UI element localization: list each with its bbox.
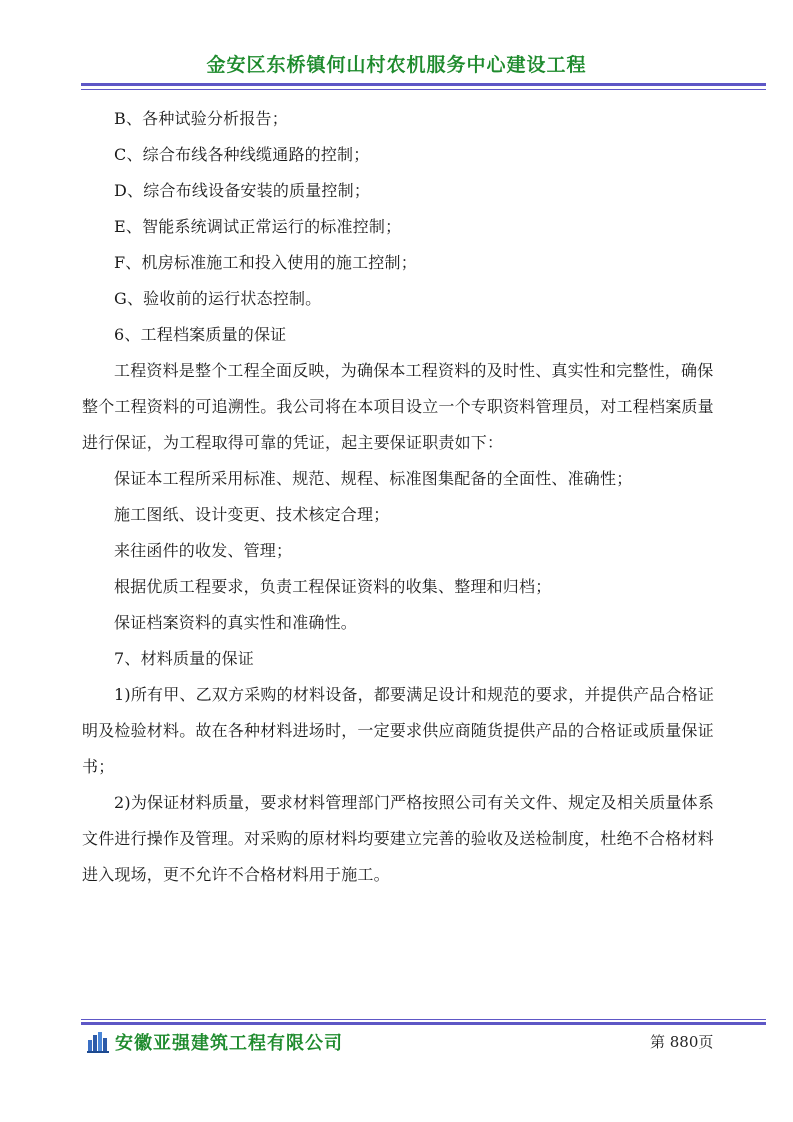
paragraph: 2)为保证材料质量，要求材料管理部门严格按照公司有关文件、规定及相关质量体系文件进行操作及管理。对采购的原材料均要建立完善的验收及送检制度，杜绝不合格材料进入现场，更不允许不合格材料用于施工。 — [82, 793, 715, 884]
paragraph: B、各种试验分析报告； — [114, 109, 288, 128]
paragraph: 保证本工程所采用标准、规范、规程、标准图集配备的全面性、准确性； — [114, 469, 633, 488]
paragraph: F、机房标准施工和投入使用的施工控制； — [114, 253, 417, 272]
paragraph: E、智能系统调试正常运行的标准控制； — [114, 217, 402, 236]
paragraph: G、验收前的运行状态控制。 — [114, 289, 322, 308]
footer-company — [87, 1029, 343, 1055]
header-rule-thick — [81, 83, 766, 86]
paragraph: 1)所有甲、乙双方采购的材料设备，都要满足设计和规范的要求，并提供产品合格证明及检验材料。故在各种材料进场时，一定要求供应商随货提供产品的合格证或质量保证书； — [82, 685, 715, 776]
paragraph: C、综合布线各种线缆通路的控制； — [114, 145, 370, 164]
paragraph: 工程资料是整个工程全面反映，为确保本工程资料的及时性、真实性和完整性，确保整个工程资料的可追溯性。我公司将在本项目设立一个专职资料管理员，对工程档案质量进行保证，为工程取得可靠的凭证，起主要保证职责如下： — [82, 361, 714, 452]
paragraph: 来往函件的收发、管理； — [114, 541, 293, 560]
building-logo-icon — [87, 1031, 109, 1053]
footer-rule-thin — [81, 1019, 766, 1020]
paragraph: 6、工程档案质量的保证 — [114, 325, 287, 344]
footer-rule-thick — [81, 1022, 766, 1025]
document-body — [82, 101, 724, 893]
paragraph: D、综合布线设备安装的质量控制； — [114, 181, 371, 200]
footer-company-name: 安徽亚强建筑工程有限公司 — [115, 1033, 343, 1054]
paragraph: 保证档案资料的真实性和准确性。 — [114, 613, 358, 632]
paragraph: 施工图纸、设计变更、技术核定合理； — [114, 505, 390, 524]
header-title: 金安区东桥镇何山村农机服务中心建设工程 — [206, 54, 587, 76]
paragraph: 7、材料质量的保证 — [114, 649, 254, 668]
paragraph: 根据优质工程要求，负责工程保证资料的收集、整理和归档； — [114, 577, 552, 596]
page-number: 第 880页 — [650, 1033, 714, 1051]
header-rule-thin — [81, 89, 766, 90]
